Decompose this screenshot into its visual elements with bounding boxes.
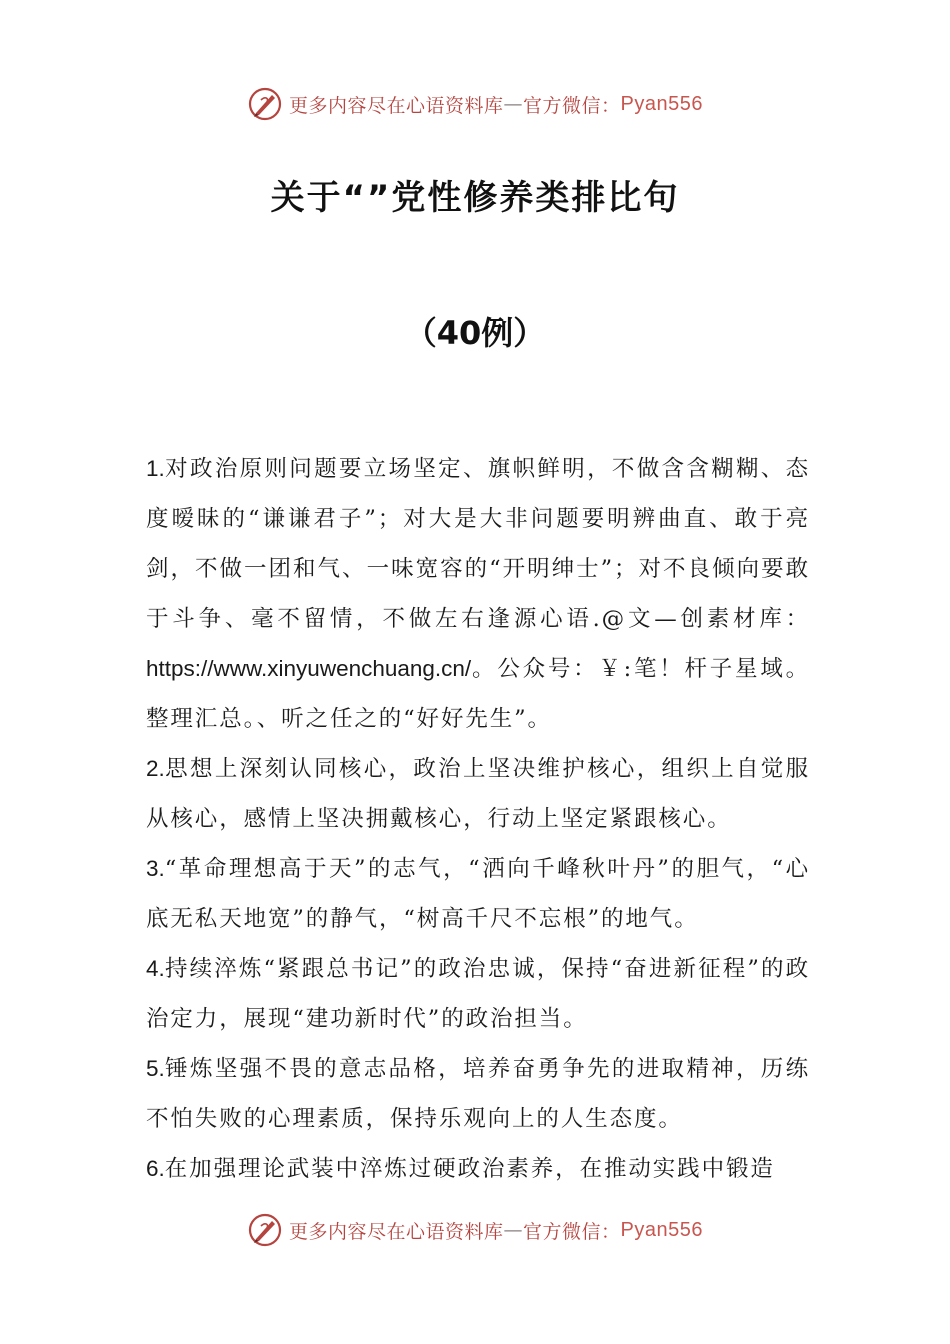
paragraph-6 — [146, 1144, 810, 1194]
paragraph-3 — [146, 844, 810, 944]
paragraph-number: 3. — [146, 856, 165, 881]
paragraph-number: 6. — [146, 1156, 165, 1181]
paragraph-5 — [146, 1044, 810, 1144]
document-body — [146, 444, 810, 1194]
source-url: https://www.xinyuwenchuang.cn/ — [146, 656, 472, 681]
watermark-label: 官方微信： — [523, 94, 621, 117]
watermark-id: Pyan556 — [620, 1218, 703, 1241]
paragraph-text: 对政治原则问题要立场坚定、旗帜鲜明，不做含含糊糊、态度暧昧的“谦谦君子”；对大是大非问题要明辨曲直、敢于亮剑，不做一团和气、一味宽容的“开明绅士”；对不良倾向要敢于斗争、毫不留情，不做左右逢源心语.@文—创素材库： — [146, 456, 810, 632]
paragraph-text: 思想上深刻认同核心，政治上坚决维护核心，组织上自觉服从核心，感情上坚决拥戴核心，行动上坚定紧跟核心。 — [146, 756, 810, 832]
paragraph-text: 在加强理论武装中淬炼过硬政治素养，在推动实践中锻造 — [164, 1156, 775, 1182]
watermark-text: 更多内容尽在心语资料库 — [289, 1220, 504, 1243]
paragraph-2 — [146, 744, 810, 844]
paragraph-number: 4. — [146, 956, 165, 981]
watermark-id: Pyan556 — [620, 92, 703, 115]
header-watermark — [0, 84, 950, 124]
document-title: 关于“”党性修养类排比句 — [270, 178, 680, 218]
watermark-label: 官方微信： — [523, 1220, 621, 1243]
paragraph-text: 持续淬炼“紧跟总书记”的政治忠诚，保持“奋进新征程”的政治定力，展现“建功新时代”的政治担当。 — [146, 956, 810, 1032]
paragraph-1 — [146, 444, 810, 744]
watermark-text: 更多内容尽在心语资料库 — [289, 94, 504, 117]
paragraph-number: 1. — [146, 456, 165, 481]
watermark-dash: — — [503, 93, 524, 115]
paragraph-4 — [146, 944, 810, 1044]
paragraph-text: 锤炼坚强不畏的意志品格，培养奋勇争先的进取精神，历练不怕失败的心理素质，保持乐观向上的人生态度。 — [146, 1056, 810, 1132]
watermark-dash: — — [503, 1219, 524, 1241]
paragraph-number: 5. — [146, 1056, 165, 1081]
paragraph-number: 2. — [146, 756, 165, 781]
paragraph-text: “革命理想高于天”的志气，“洒向千峰秋叶丹”的胆气，“心底无私天地宽”的静气，“树高千尺不忘根”的地气。 — [146, 856, 810, 932]
pen-logo-icon — [247, 86, 283, 122]
document-subtitle: （40例） — [404, 314, 546, 352]
paragraph-text-tail: 。公众号：￥:笔！杆子星域。整理汇总。、听之任之的“好好先生”。 — [146, 656, 810, 732]
footer-watermark — [0, 1210, 950, 1250]
pen-logo-icon — [247, 1212, 283, 1248]
